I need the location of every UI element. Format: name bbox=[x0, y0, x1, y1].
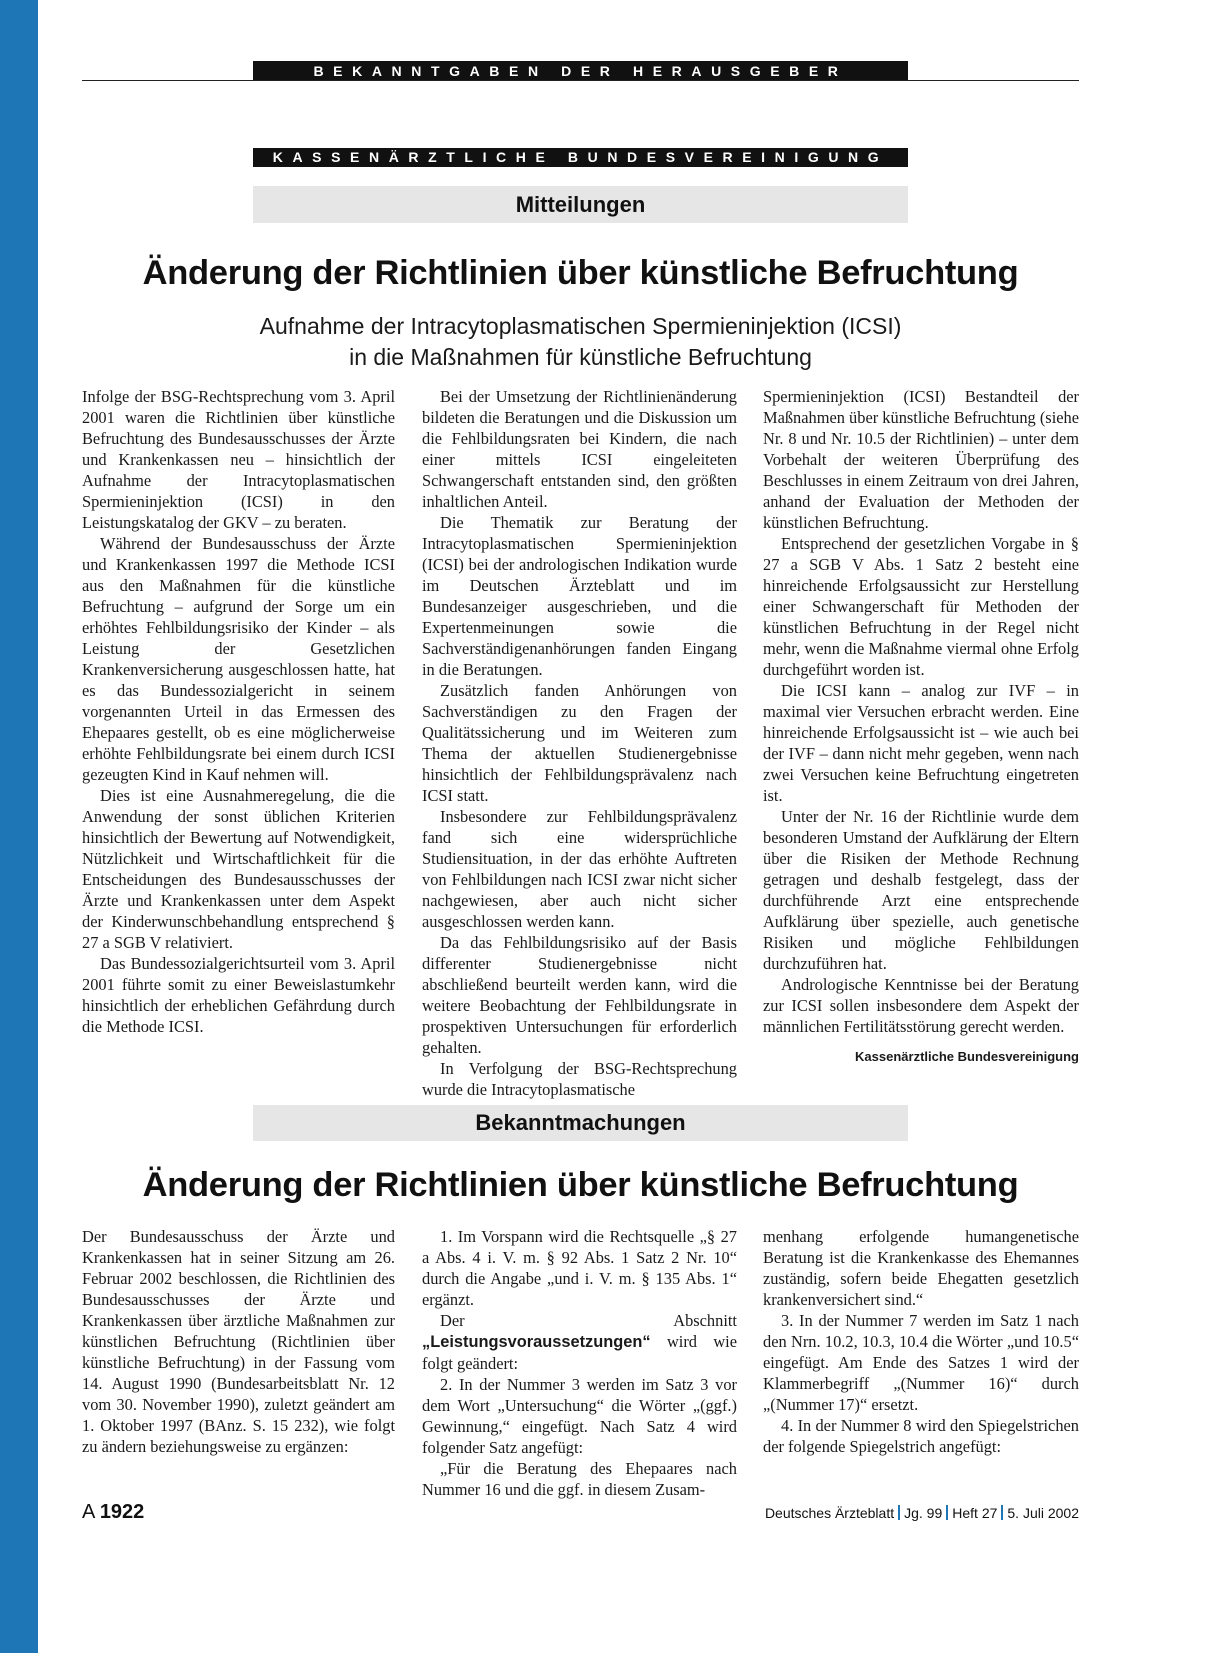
paragraph: In Verfolgung der BSG-Rechtsprechung wurde die Intracytoplasmatische bbox=[422, 1059, 737, 1099]
subtitle-line-2: in die Maßnahmen für künstliche Befruchtung bbox=[349, 344, 812, 370]
paragraph bbox=[422, 1310, 737, 1374]
paragraph: 2. In der Nummer 3 werden im Satz 3 vor dem Wort „Untersuchung“ die Wörter „(ggf.) Gewinnung,“ eingefügt. Nach Satz 4 wird folgender Satz angefügt: bbox=[422, 1375, 737, 1457]
paragraph: Andrologische Kenntnisse bei der Beratung zur ICSI sollen insbesondere dem Aspekt der männlichen Fertilitätsstörung gerecht werden. bbox=[763, 975, 1079, 1036]
article1-column-1 bbox=[82, 386, 395, 1037]
paragraph: Während der Bundesausschuss der Ärzte und Krankenkassen 1997 die Methode ICSI aus den Maßnahmen für die künstliche Befruchtung – aufgrund der Sorge um ein erhöhtes Fehlbildungsrisiko der Kinder – als Leistung der Gesetzlichen Krankenversicherung ausgeschlossen hatte, hat es das Bundessozialgericht in seinem vorgenannten Urteil in das Ermessen des Ehepaares gestellt, ob es eine möglicherweise erhöhte Fehlbildungsrate bei einem durch ICSI gezeugten Kind in Kauf nehmen will. bbox=[82, 534, 395, 784]
journal-name: Deutsches Ärzteblatt bbox=[764, 1505, 895, 1521]
footer-separator bbox=[946, 1505, 948, 1520]
left-color-strip bbox=[0, 0, 38, 1653]
article2-column-3 bbox=[763, 1226, 1079, 1457]
text-run: Der Abschnitt bbox=[440, 1311, 737, 1330]
journal-issue: Heft 27 bbox=[952, 1505, 998, 1521]
paragraph: Spermieninjektion (ICSI) Bestandteil der Maßnahmen über künstliche Befruchtung (siehe Nr. 8 und Nr. 10.5 der Richtlinien) – unter dem Vorbehalt der weiteren Überprüfung des Beschlusses in einem Zeitraum von drei Jahren, anhand der Evaluation der Methoden der künstlichen Befruchtung. bbox=[763, 387, 1079, 532]
paragraph: 1. Im Vorspann wird die Rechtsquelle „§ 27 a Abs. 4 i. V. m. § 92 Abs. 1 Satz 2 Nr. 10“ durch die Angabe „und i. V. m. § 135 Abs. 1“ ergänzt. bbox=[422, 1227, 737, 1309]
text-run: wird wie folgt geändert: bbox=[422, 1332, 737, 1373]
journal-date: 5. Juli 2002 bbox=[1007, 1505, 1079, 1521]
section-name-bold: „Leistungsvoraussetzungen“ bbox=[422, 1333, 651, 1351]
article2-title: Änderung der Richtlinien über künstliche Befruchtung bbox=[142, 1166, 1019, 1204]
page-prefix: A bbox=[82, 1501, 95, 1523]
paragraph: Dies ist eine Ausnahmeregelung, die die Anwendung der sonst üblichen Kriterien hinsichtlich der Bewertung auf Notwendigkeit, Nützlichkeit und Wirtschaftlichkeit für die Entscheidungen des Bundesausschusses der Ärzte und Krankenkassen unter dem Aspekt der Kinderwunschbehandlung entsprechend § 27 a SGB V relativiert. bbox=[82, 786, 395, 952]
footer-separator bbox=[1001, 1505, 1003, 1520]
paragraph: Entsprechend der gesetzlichen Vorgabe in § 27 a SGB V Abs. 1 Satz 2 besteht eine hinreichende Erfolgsaussicht zur Herstellung einer Schwangerschaft für Methoden der künstlichen Befruchtung in der Regel nicht mehr, wenn die Maßnahme viermal ohne Erfolg durchgeführt worden ist. bbox=[763, 534, 1079, 679]
article-subtitle bbox=[82, 311, 1079, 373]
paragraph: Bei der Umsetzung der Richtlinienänderung bildeten die Beratungen und die Diskussion um die Fehlbildungsraten bei Kindern, die nach einer mittels ICSI eingeleiteten Schwangerschaft entstanden sind, den größten inhaltlichen Anteil. bbox=[422, 387, 737, 511]
footer-separator bbox=[898, 1505, 900, 1520]
paragraph: Zusätzlich fanden Anhörungen von Sachverständigen zu den Fragen der Qualitätssicherung und im Weiteren zum Thema der aktuellen Studienergebnisse hinsichtlich der Fehlbildungsprävalenz nach ICSI statt. bbox=[422, 681, 737, 805]
author-signature: Kassenärztliche Bundesvereinigung bbox=[855, 1049, 1079, 1064]
article1-column-2 bbox=[422, 386, 737, 1100]
paragraph: Da das Fehlbildungsrisiko auf der Basis differenter Studienergebnisse nicht abschließend beurteilt werden kann, wird die weitere Beobachtung der Fehlbildungsrate in prospektiven Untersuchungen für erforderlich gehalten. bbox=[422, 933, 737, 1057]
kbv-bar: KASSENÄRZTLICHE BUNDESVEREINIGUNG bbox=[253, 148, 908, 167]
paragraph: Die Thematik zur Beratung der Intracytoplasmatischen Spermieninjektion (ICSI) bei der andrologischen Indikation wurde im Deutschen Ärzteblatt und im Bundesanzeiger ausgeschrieben, und die Expertenmeinungen sowie die Sachverständigenanhörungen fanden Eingang in die Beratungen. bbox=[422, 513, 737, 679]
paragraph: Der Bundesausschuss der Ärzte und Krankenkassen hat in seiner Sitzung am 26. Februar 2002 beschlossen, die Richtlinien des Bundesausschusses der Ärzte und Krankenkassen über ärztliche Maßnahmen zur künstlichen Befruchtung (Richtlinien über künstliche Befruchtung) in der Fassung vom 14. August 1990 (Bundesarbeitsblatt Nr. 12 vom 30. November 1990), zuletzt geändert am 1. Oktober 1997 (BAnz. S. 15 232), wie folgt zu ändern beziehungsweise zu ergänzen: bbox=[82, 1227, 395, 1456]
article1-column-3 bbox=[763, 386, 1079, 1037]
paragraph: Unter der Nr. 16 der Richtlinie wurde dem besonderen Umstand der Aufklärung der Eltern über die Risiken der Methode Rechnung getragen und deshalb festgelegt, dass der durchführende Arzt eine entsprechende Aufklärung über spezielle, auch genetische Risiken und mögliche Fehlbildungen durchzuführen hat. bbox=[763, 807, 1079, 973]
paragraph: „Für die Beratung des Ehepaares nach Nummer 16 und die ggf. in diesem Zusam- bbox=[422, 1459, 737, 1499]
paragraph: menhang erfolgende humangenetische Beratung ist die Krankenkasse des Ehemannes zuständig, sofern beide Ehegatten gesetzlich krankenversichert sind.“ bbox=[763, 1227, 1079, 1309]
paragraph: 3. In der Nummer 7 werden im Satz 1 nach den Nrn. 10.2, 10.3, 10.4 die Wörter „und 10.5“ eingefügt. Am Ende des Satzes 1 wird der Klammerbegriff „(Nummer 16)“ durch „(Nummer 17)“ ersetzt. bbox=[763, 1311, 1079, 1414]
article2-column-1 bbox=[82, 1226, 395, 1457]
paragraph: Infolge der BSG-Rechtsprechung vom 3. April 2001 waren die Richtlinien über künstliche Befruchtung des Bundesausschusses der Ärzte und Krankenkassen neu – hinsichtlich der Aufnahme der Intracytoplasmatischen Spermieninjektion (ICSI) in den Leistungskatalog der GKV – zu beraten. bbox=[82, 387, 395, 532]
article-title: Änderung der Richtlinien über künstliche Befruchtung bbox=[142, 254, 1019, 292]
paragraph: Das Bundessozialgerichtsurteil vom 3. April 2001 führte somit zu einer Beweislastumkehr hinsichtlich der erheblichen Gefährdung durch die Methode ICSI. bbox=[82, 954, 395, 1036]
page-number-value: 1922 bbox=[99, 1501, 145, 1523]
paragraph: Die ICSI kann – analog zur IVF – in maximal vier Versuchen erbracht werden. Eine hinreichende Erfolgsaussicht ist – wie auch bei der IVF – dann nicht mehr gegeben, wenn nach zwei Versuchen keine Befruchtung eingetreten ist. bbox=[763, 681, 1079, 805]
journal-footer bbox=[765, 1505, 1079, 1521]
section-bar: BEKANNTGABEN DER HERAUSGEBER bbox=[253, 61, 908, 81]
page-number bbox=[82, 1501, 144, 1524]
section-label-mitteilungen: Mitteilungen bbox=[253, 186, 908, 223]
header-rule bbox=[82, 80, 1079, 81]
section-label-bekanntmachungen: Bekanntmachungen bbox=[253, 1105, 908, 1141]
article2-column-2 bbox=[422, 1226, 737, 1500]
paragraph: Insbesondere zur Fehlbildungsprävalenz fand sich eine widersprüchliche Studiensituation, in der das erhöhte Auftreten von Fehlbildungen nach ICSI zwar nicht sicher nachgewiesen, aber auch nicht sicher ausgeschlossen werden kann. bbox=[422, 807, 737, 931]
subtitle-line-1: Aufnahme der Intracytoplasmatischen Spermieninjektion (ICSI) bbox=[259, 313, 902, 339]
paragraph: 4. In der Nummer 8 wird den Spiegelstrichen der folgende Spiegelstrich angefügt: bbox=[763, 1416, 1079, 1456]
journal-volume: Jg. 99 bbox=[904, 1505, 943, 1521]
